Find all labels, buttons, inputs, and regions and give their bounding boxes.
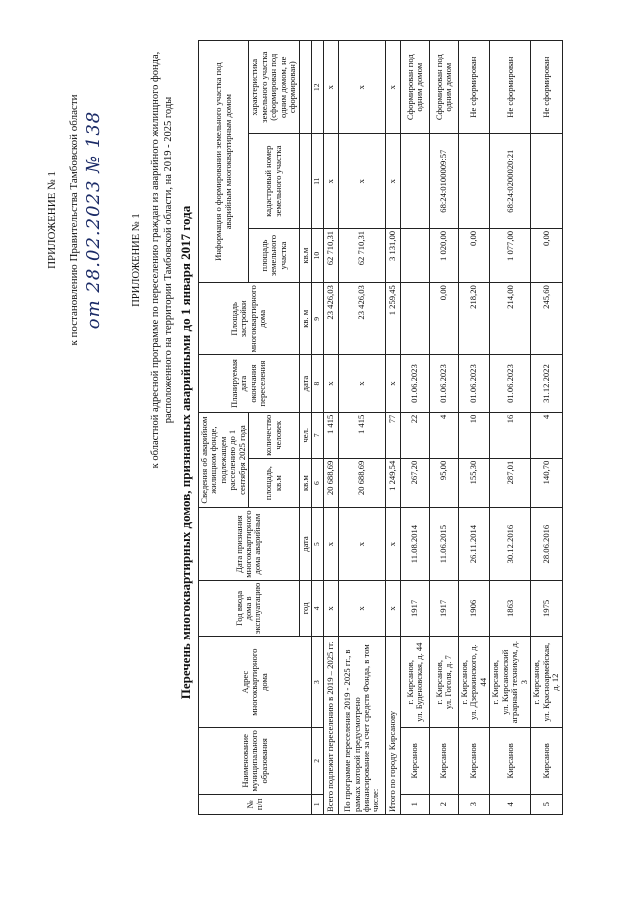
decree-header xyxy=(45,40,105,400)
col-number: 9 xyxy=(311,283,323,355)
program-cadastral: х xyxy=(338,134,385,228)
address-city: г. Кирсанов, xyxy=(458,660,469,705)
total-cadastral: х xyxy=(323,134,338,228)
col-header-year: Год ввода дома в эксплуатацию xyxy=(199,580,300,636)
program-land: 62 710,31 xyxy=(338,228,385,282)
row-plan-date: 01.06.2023 xyxy=(490,355,531,412)
unit-people: чел. xyxy=(299,412,311,458)
col-number: 6 xyxy=(311,458,323,508)
row-year: 1917 xyxy=(429,580,458,636)
city-land: 3 131,00 xyxy=(385,228,400,282)
row-year: 1975 xyxy=(531,580,562,636)
total-area: 20 688,69 xyxy=(323,458,338,508)
unit-build: кв. м xyxy=(299,283,311,355)
city-build: 1 259,45 xyxy=(385,283,400,355)
row-build-area xyxy=(400,283,429,355)
row-plan-date: 01.06.2023 xyxy=(458,355,489,412)
row-build-area: 218,20 xyxy=(458,283,489,355)
decree-line: к постановлению Правительства Тамбовской области xyxy=(68,94,81,346)
col-number: 1 xyxy=(311,794,323,814)
col-header-fund: Сведения об аварийном жилищном фонде, подлежащем расселению до 1 сентября 2025 года xyxy=(199,412,249,508)
appendix2-label: ПРИЛОЖЕНИЕ № 1 xyxy=(131,213,142,307)
row-cadastral: 68:24:0100009:57 xyxy=(429,134,458,228)
city-date: х xyxy=(385,508,400,580)
total-plan: х xyxy=(323,355,338,412)
col-header-build-area: Площадь застройки многоквартирного дома xyxy=(199,283,300,355)
row-land-status: Не сформирован xyxy=(490,41,531,134)
col-header-plan-date: Планируемая дата окончания переселения xyxy=(199,355,300,412)
col-header-people: количество человек xyxy=(249,412,299,458)
row-land-area: 1 020,00 xyxy=(429,228,458,282)
unit-year: год xyxy=(299,580,311,636)
col-number: 5 xyxy=(311,508,323,580)
program-area: 20 688,69 xyxy=(338,458,385,508)
table-row xyxy=(458,41,489,815)
total-year: х xyxy=(323,580,338,636)
program-row xyxy=(338,41,385,815)
appendix2-text: к областной адресной программе по переселению граждан из аварийного жилищного фонда, расположенного на территории Тамбовской области, на 2019 - 2025 годы xyxy=(150,51,175,469)
total-land: 62 710,31 xyxy=(323,228,338,282)
row-date: 26.11.2014 xyxy=(458,508,489,580)
row-land-area xyxy=(400,228,429,282)
row-land-status: Не сформирован xyxy=(531,41,562,134)
program-plan: х xyxy=(338,355,385,412)
program-label: По программе переселения 2019 - 2025 гг., в рамках которой предусмотрено финансирование за счет средств Фонда, в том числе: xyxy=(338,637,385,815)
col-number: 7 xyxy=(311,412,323,458)
row-year: 1906 xyxy=(458,580,489,636)
row-date: 11.08.2014 xyxy=(400,508,429,580)
row-area: 140,70 xyxy=(531,458,562,508)
col-header-land-area: площадь земельного участка xyxy=(249,228,299,282)
row-number: 5 xyxy=(531,794,562,814)
handwritten-date-signature: от 28.02.2023 № 138 xyxy=(82,110,104,330)
page-title: Перечень многоквартирных домов, признанных аварийными до 1 января 2017 года xyxy=(178,205,193,700)
row-people: 16 xyxy=(490,412,531,458)
row-number: 3 xyxy=(458,794,489,814)
program-people: 1 415 xyxy=(338,412,385,458)
col-number: 8 xyxy=(311,355,323,412)
row-land-status: Сформирован под одним домом xyxy=(400,41,429,134)
total-row xyxy=(323,41,338,815)
unit-date: дата xyxy=(299,508,311,580)
row-plan-date: 01.06.2023 xyxy=(400,355,429,412)
city-year: х xyxy=(385,580,400,636)
address-city: г. Кирсанов, xyxy=(531,660,542,705)
program-build: 23 426,03 xyxy=(338,283,385,355)
row-address xyxy=(531,637,562,728)
appendix-label: ПРИЛОЖЕНИЕ № 1 xyxy=(46,171,58,269)
address-street: ул. Кирсановский аграрный техникум, д. 3 xyxy=(499,641,529,724)
unit-land: кв.м xyxy=(299,228,311,282)
col-header-cadastral: кадастровый номер земельного участка xyxy=(249,134,299,228)
row-area: 287,01 xyxy=(490,458,531,508)
col-header-num: № п/п xyxy=(199,794,312,814)
city-plan: х xyxy=(385,355,400,412)
address-city: г. Кирсанов, xyxy=(404,660,415,705)
row-land-status: Не сформирован xyxy=(458,41,489,134)
header-row-1 xyxy=(199,41,249,815)
row-date: 28.06.2016 xyxy=(531,508,562,580)
row-municipality: Кирсанов xyxy=(490,728,531,794)
city-total-row xyxy=(385,41,400,815)
row-plan-date: 31.12.2022 xyxy=(531,355,562,412)
total-label: Всего подлежит переселению в 2019 – 2025 гг. xyxy=(323,637,338,815)
row-address xyxy=(458,637,489,728)
row-land-area: 0,00 xyxy=(531,228,562,282)
row-municipality: Кирсанов xyxy=(531,728,562,794)
address-city: г. Кирсанов, xyxy=(490,660,501,705)
row-cadastral xyxy=(531,134,562,228)
city-cadastral: х xyxy=(385,134,400,228)
row-cadastral xyxy=(458,134,489,228)
col-header-land-info: Информация о формировании земельного участка под аварийным многоквартирным домом xyxy=(199,41,249,283)
row-area: 267,20 xyxy=(400,458,429,508)
col-header-area: площадь, кв.м xyxy=(249,458,299,508)
address-street: ул. Дзержинского, д. 44 xyxy=(468,644,488,720)
city-total-label: Итого по городу Кирсанову xyxy=(385,637,400,815)
row-cadastral xyxy=(400,134,429,228)
col-number: 4 xyxy=(311,580,323,636)
city-area: 1 249,54 xyxy=(385,458,400,508)
row-number: 2 xyxy=(429,794,458,814)
col-number: 12 xyxy=(311,41,323,134)
address-street: ул. Буденовская, д. 44 xyxy=(413,642,424,722)
col-header-municipality: Наименование муниципального образования xyxy=(199,728,312,794)
table-row xyxy=(490,41,531,815)
row-plan-date: 01.06.2023 xyxy=(429,355,458,412)
row-address xyxy=(429,637,458,728)
col-number: 2 xyxy=(311,728,323,794)
total-people: 1 415 xyxy=(323,412,338,458)
program-appendix-header xyxy=(130,40,175,480)
address-street: ул. Гоголя, д. 7 xyxy=(442,655,453,710)
row-area: 95,00 xyxy=(429,458,458,508)
total-build: 23 426,03 xyxy=(323,283,338,355)
row-land-status: Сформирован под одним домом xyxy=(429,41,458,134)
city-people: 77 xyxy=(385,412,400,458)
row-year: 1917 xyxy=(400,580,429,636)
address-city: г. Кирсанов, xyxy=(433,660,444,705)
row-municipality: Кирсанов xyxy=(429,728,458,794)
row-build-area: 245,60 xyxy=(531,283,562,355)
row-land-area: 1 077,00 xyxy=(490,228,531,282)
table-row xyxy=(531,41,562,815)
row-people: 4 xyxy=(531,412,562,458)
city-status: х xyxy=(385,41,400,134)
col-number: 10 xyxy=(311,228,323,282)
row-municipality: Кирсанов xyxy=(400,728,429,794)
program-year: х xyxy=(338,580,385,636)
row-land-area: 0,00 xyxy=(458,228,489,282)
row-address xyxy=(490,637,531,728)
unit-plan: дата xyxy=(299,355,311,412)
column-numbers-row xyxy=(311,41,323,815)
program-status: х xyxy=(338,41,385,134)
row-year: 1863 xyxy=(490,580,531,636)
row-people: 4 xyxy=(429,412,458,458)
row-address xyxy=(400,637,429,728)
row-people: 10 xyxy=(458,412,489,458)
col-header-address: Адрес многоквартирного дома xyxy=(199,637,312,728)
table-row xyxy=(429,41,458,815)
program-date: х xyxy=(338,508,385,580)
total-status: х xyxy=(323,41,338,134)
table-row xyxy=(400,41,429,815)
address-street: ул. Красноармейская, д. 12 xyxy=(540,642,561,722)
row-cadastral: 68:24:0200020:21 xyxy=(490,134,531,228)
row-number: 1 xyxy=(400,794,429,814)
row-municipality: Кирсанов xyxy=(458,728,489,794)
row-date: 30.12.2016 xyxy=(490,508,531,580)
housing-register-table xyxy=(198,40,563,815)
total-date: х xyxy=(323,508,338,580)
row-build-area: 214,00 xyxy=(490,283,531,355)
row-date: 11.06.2015 xyxy=(429,508,458,580)
row-people: 22 xyxy=(400,412,429,458)
row-build-area: 0,00 xyxy=(429,283,458,355)
col-number: 3 xyxy=(311,637,323,728)
col-header-land-status: характеристика земельного участка (сформирован под одним домом, не сформирован) xyxy=(249,41,299,134)
col-header-date: Дата признания многоквартирного дома аварийным xyxy=(199,508,300,580)
row-area: 155,30 xyxy=(458,458,489,508)
col-number: 11 xyxy=(311,134,323,228)
row-number: 4 xyxy=(490,794,531,814)
unit-area: кв.м xyxy=(299,458,311,508)
